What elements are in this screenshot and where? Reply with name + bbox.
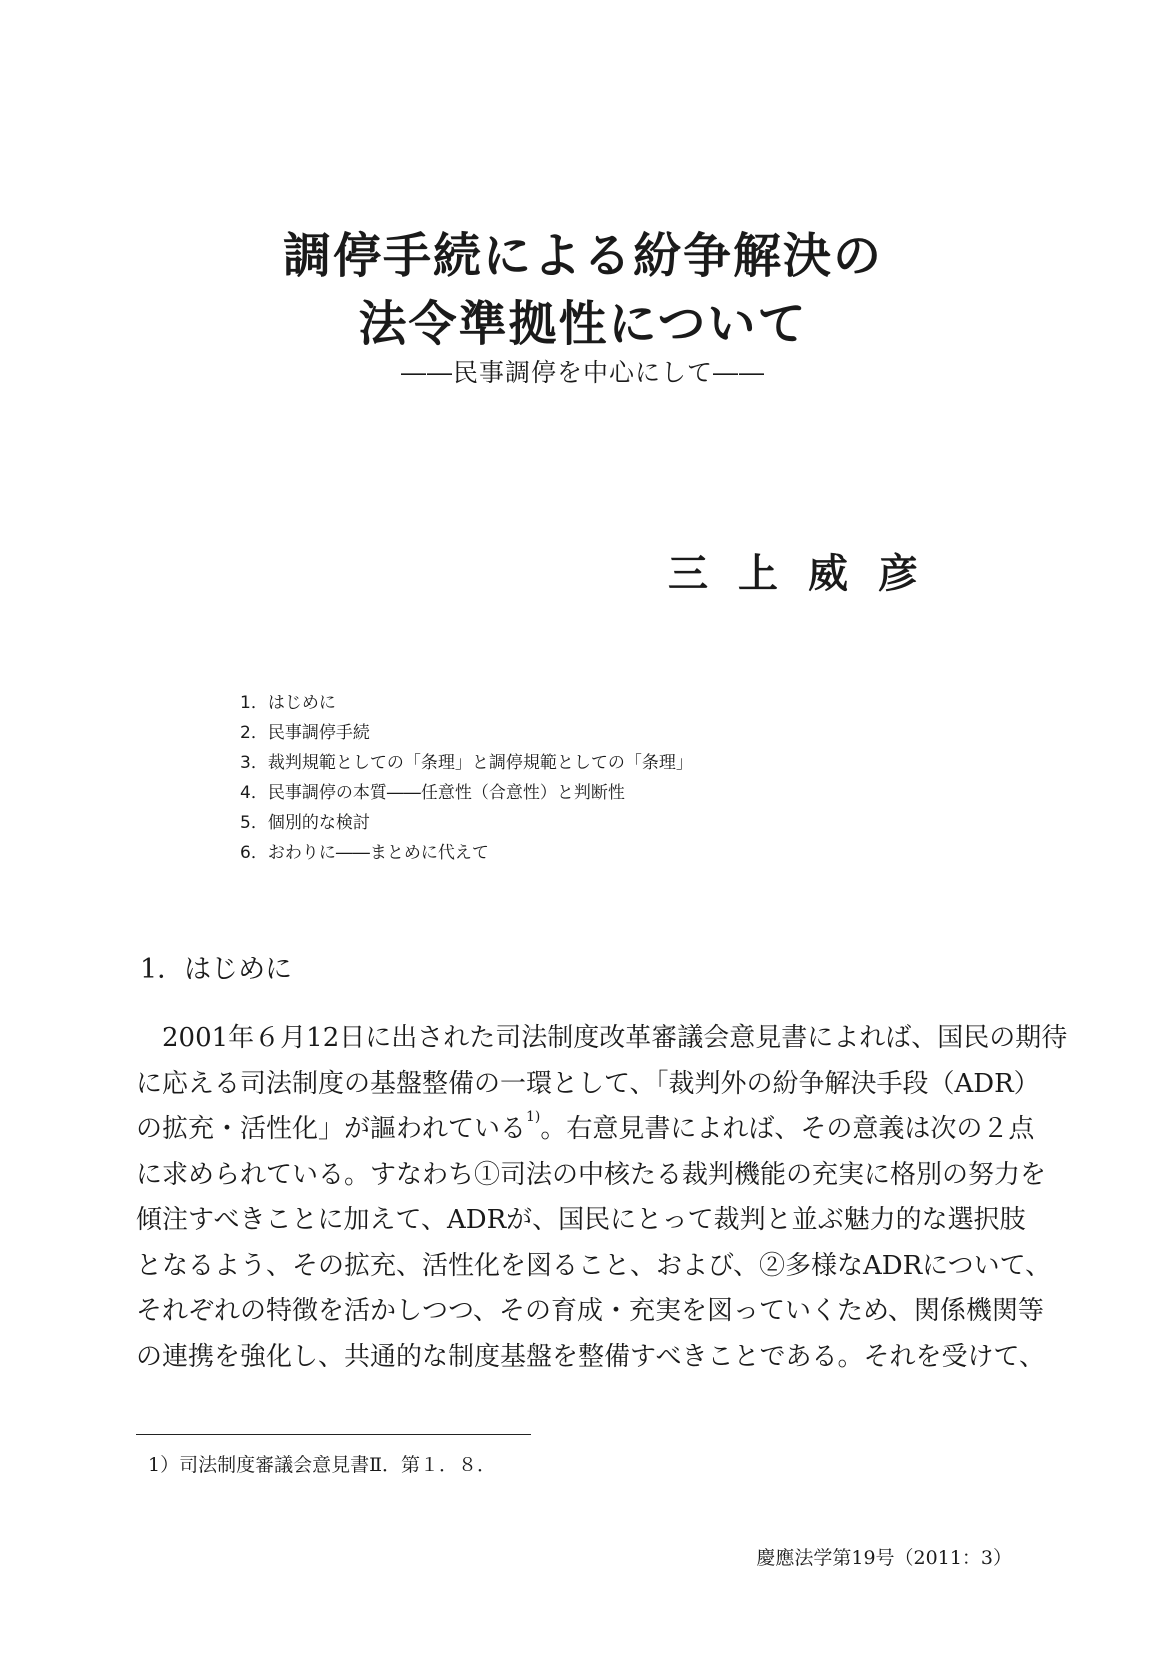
author-name: 三上威彦 [668, 550, 948, 597]
section-heading: 1．はじめに [140, 954, 293, 985]
body-line: となるよう、その拡充、活性化を図ること、および、②多様なADRについて、 [136, 1250, 1052, 1281]
title-line-2: 法令準拠性について [358, 296, 808, 352]
journal-citation: 慶應法学第19号（2011：3） [756, 1547, 1012, 1569]
paper-subtitle: ――民事調停を中心にして―― [400, 358, 765, 387]
toc-item: 1．はじめに [240, 693, 336, 713]
toc-item: 6．おわりに――まとめに代えて [240, 843, 489, 863]
body-line-text: の拡充・活性化」が謳われている [136, 1114, 527, 1144]
toc-item: 2．民事調停手続 [240, 723, 370, 743]
toc-item: 3．裁判規範としての「条理」と調停規範としての「条理」 [240, 753, 693, 773]
toc-item: 5．個別的な検討 [240, 813, 370, 833]
footnote: 1）司法制度審議会意見書Ⅱ．第１．８． [148, 1454, 497, 1476]
body-line: それぞれの特徴を活かしつつ、その育成・充実を図っていくため、関係機関等 [136, 1296, 1044, 1326]
table-of-contents [240, 688, 693, 868]
body-line: の連携を強化し、共通的な制度基盤を整備すべきことである。それを受けて、 [136, 1341, 1045, 1372]
body-paragraph [136, 1016, 1068, 1380]
body-line: 傾注すべきことに加えて、ADRが、国民にとって裁判と並ぶ魅力的な選択肢 [136, 1205, 1026, 1235]
footnote-divider [136, 1434, 531, 1435]
toc-item: 4．民事調停の本質――任意性（合意性）と判断性 [240, 783, 625, 803]
body-line: 2001年６月12日に出された司法制度改革審議会意見書によれば、国民の期待 [162, 1023, 1068, 1053]
body-line-text: 。右意見書によれば、その意義は次の２点 [540, 1114, 1035, 1144]
paper-title [0, 222, 1166, 358]
body-line: に求められている。すなわち①司法の中核たる裁判機能の充実に格別の努力を [136, 1159, 1047, 1190]
footnote-reference[interactable]: 1) [526, 1109, 541, 1125]
title-line-1: 調停手続による紛争解決の [282, 228, 883, 284]
body-line [136, 1107, 1035, 1153]
body-line: に応える司法制度の基盤整備の一環として、「裁判外の紛争解決手段（ADR） [136, 1068, 1040, 1099]
